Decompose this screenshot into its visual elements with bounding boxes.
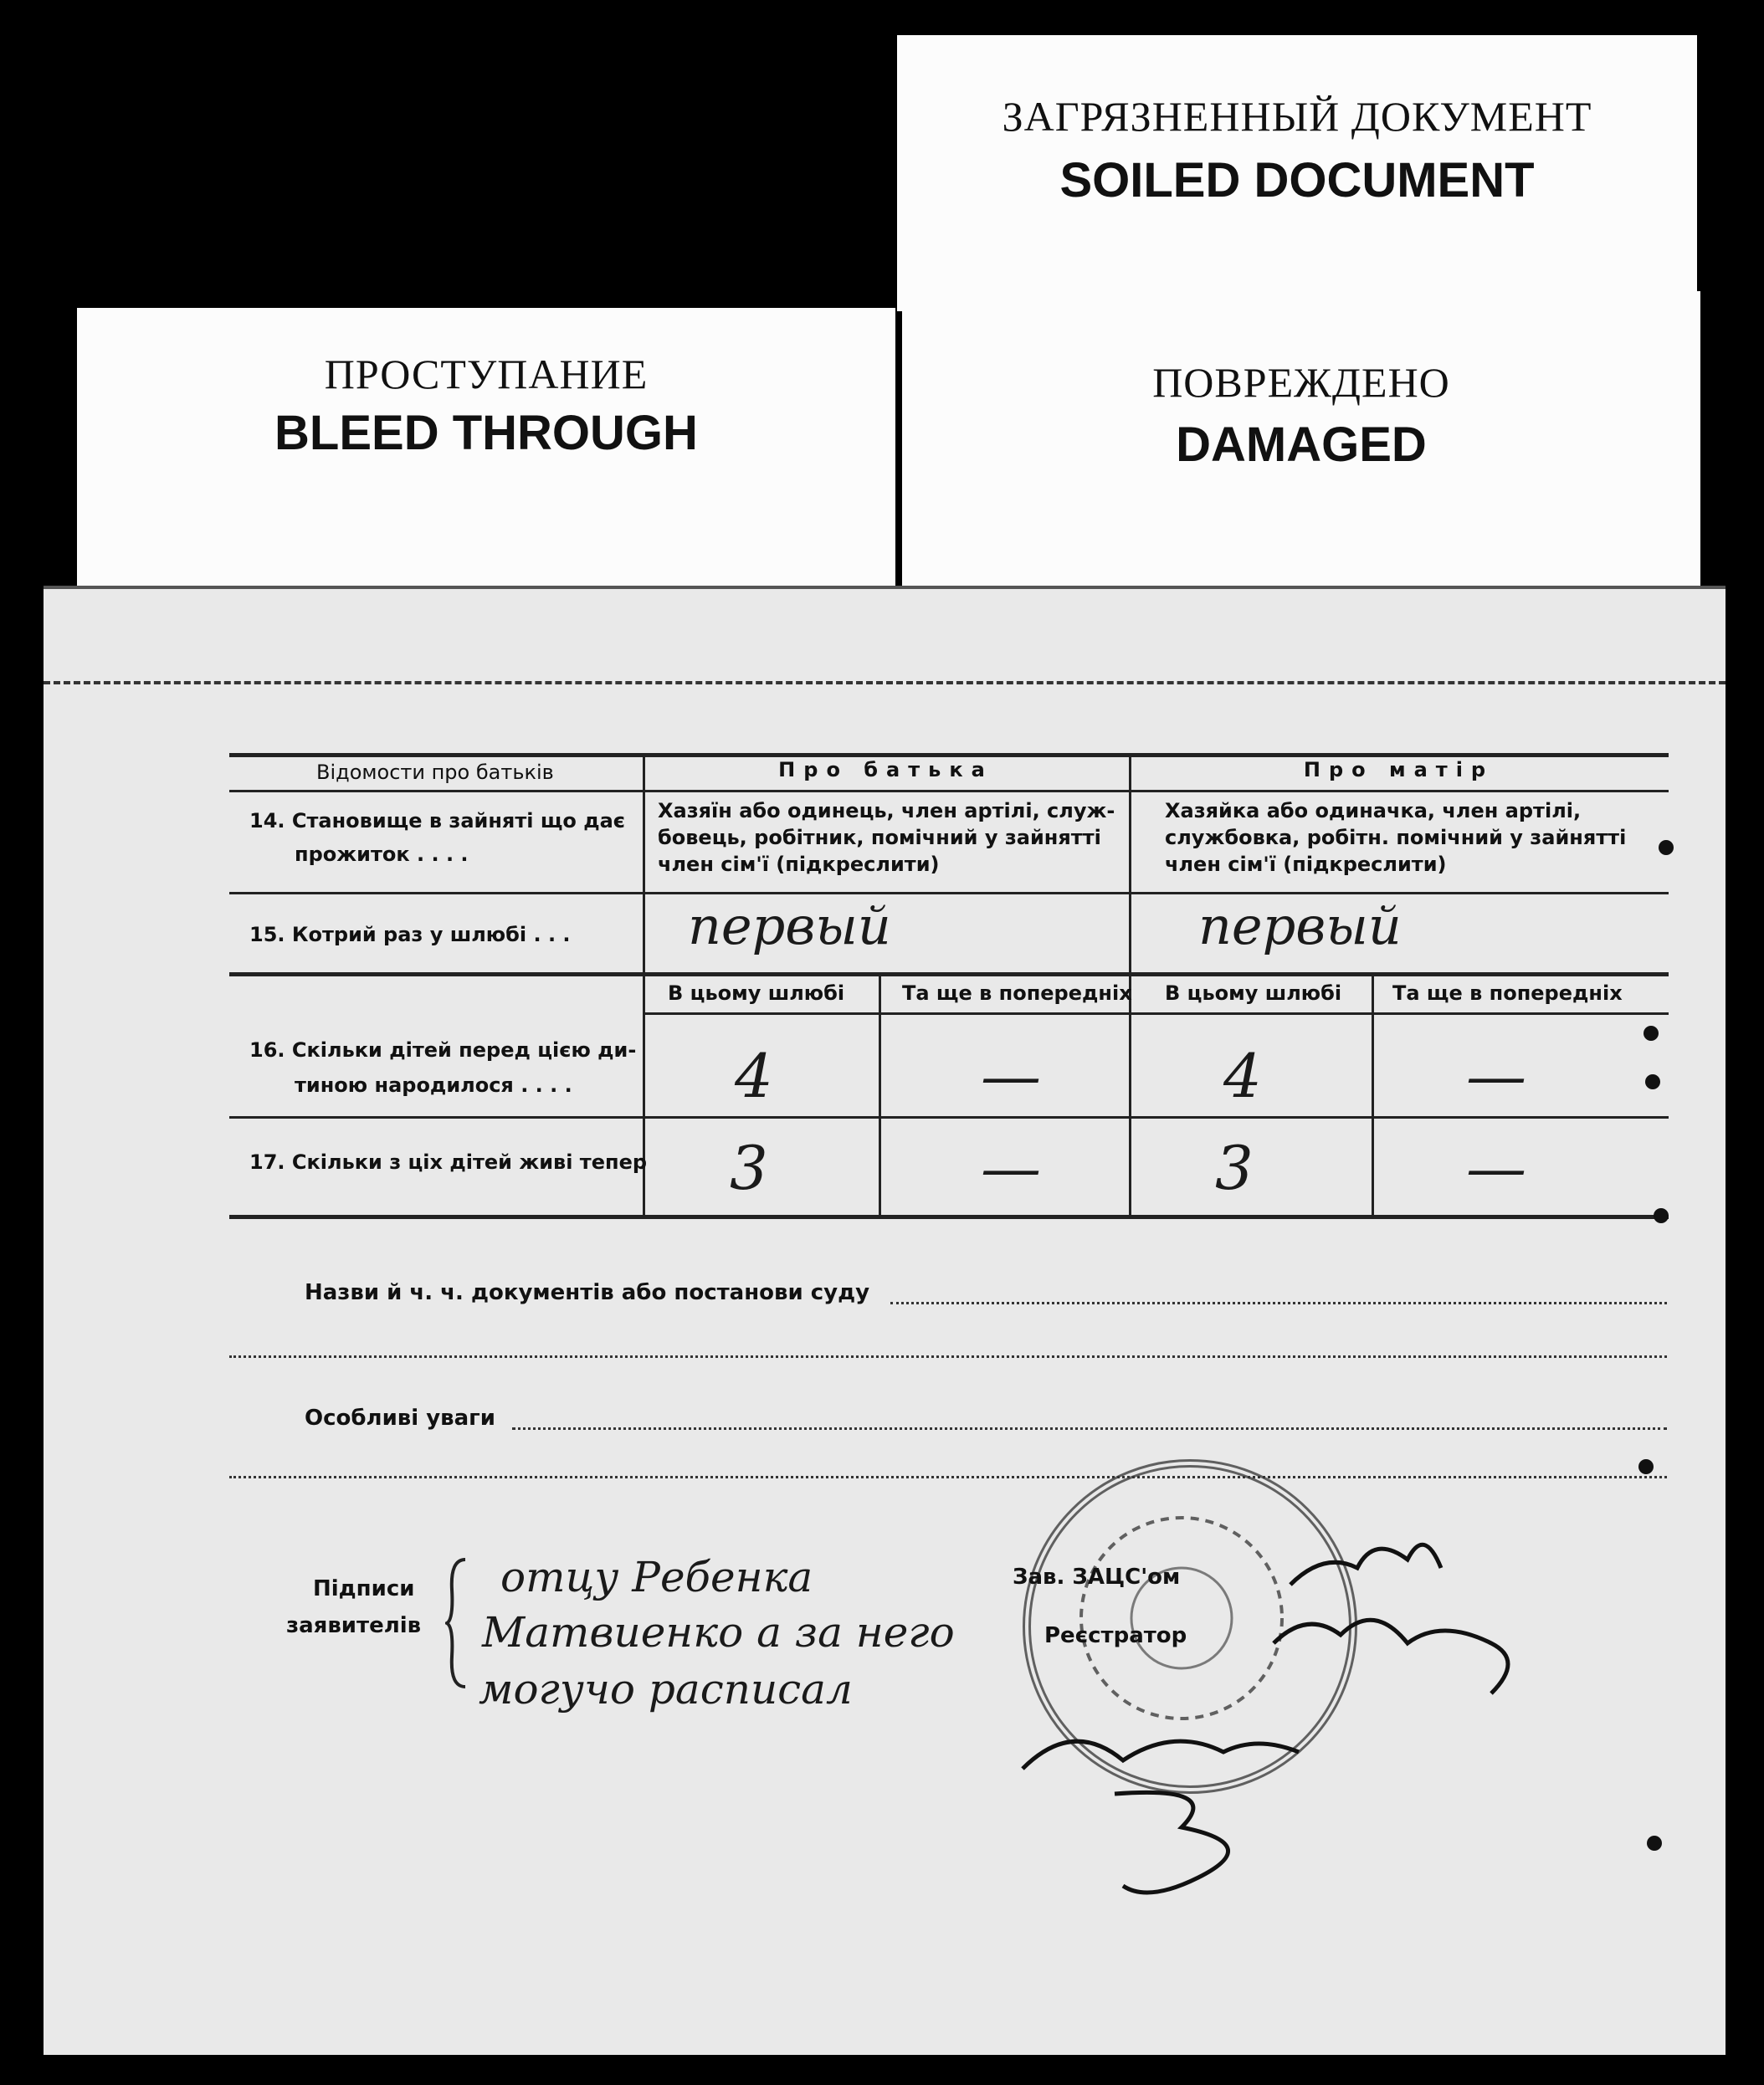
subheader-mother-this: В цьому шлюбі (1165, 981, 1342, 1005)
table-header-rule (229, 790, 1669, 792)
remarks-line-2 (229, 1476, 1667, 1478)
row17-mother-prev: — (1466, 1133, 1526, 1203)
row16-father-this: 4 (735, 1041, 773, 1111)
row14-mother-2: службовка, робітн. помічний у зайнятті (1165, 826, 1627, 849)
row17-label: 17. Скільки з ціх дітей живі тепер (249, 1150, 648, 1174)
remarks-line-1 (512, 1427, 1667, 1430)
row14-father-3: член сім'ї (підкреслити) (658, 853, 940, 876)
notice-card-bleed-through (77, 308, 895, 609)
row15-father-handwritten: первый (688, 895, 891, 956)
head-of-office-label: Зав. ЗАЦС'ом (1013, 1565, 1181, 1590)
table-col-divider-4 (1372, 972, 1374, 1215)
table-bottom-rule (229, 1215, 1669, 1219)
registrar-label: Реєстратор (1044, 1623, 1187, 1648)
punch-hole (1638, 1459, 1654, 1474)
notice-damaged-ru: ПОВРЕЖДЕНО (1152, 359, 1450, 406)
row14-father-2: бовець, робітник, помічний у зайнятті (658, 826, 1101, 849)
documents-line-1 (890, 1302, 1667, 1304)
handwritten-signatures-icon (905, 1501, 1575, 1802)
subheader-mother-prev: Та ще в попередніх (1392, 981, 1623, 1005)
handwritten-mark-icon (1098, 1777, 1282, 1911)
table-rule-15 (229, 972, 1669, 976)
row16-label-2: тиною народилося . . . . (295, 1073, 572, 1097)
row16-father-prev: — (981, 1041, 1041, 1111)
row17-father-this: 3 (730, 1133, 768, 1203)
notice-damaged-en: DAMAGED (1176, 418, 1427, 472)
row14-mother-3: член сім'ї (підкреслити) (1165, 853, 1447, 876)
table-subheader-rule (643, 1012, 1669, 1015)
punch-hole (1647, 1836, 1662, 1851)
row14-label-1: 14. Становище в зайняті що дає (249, 809, 625, 832)
punch-hole (1643, 1026, 1659, 1041)
notice-bleed-en: BLEED THROUGH (274, 406, 698, 460)
subheader-father-this: В цьому шлюбі (668, 981, 845, 1005)
signatures-label-2: заявителів (286, 1613, 422, 1638)
table-rule-16 (229, 1116, 1669, 1119)
row15-label: 15. Котрий раз у шлюбі . . . (249, 923, 571, 946)
notice-card-damaged (902, 291, 1700, 609)
record-form-page (44, 586, 1726, 2055)
notice-bleed-ru: ПРОСТУПАНИЕ (324, 351, 649, 397)
header-info: Відомости про батьків (316, 761, 554, 784)
row16-mother-this: 4 (1223, 1041, 1262, 1111)
header-father: Про батька (778, 758, 993, 781)
row17-mother-this: 3 (1215, 1133, 1254, 1203)
notice-card-soiled (897, 35, 1697, 311)
punch-hole (1654, 1208, 1669, 1223)
signature-applicant-line-3: могучо расписал (479, 1665, 853, 1714)
row16-label-1: 16. Скільки дітей перед цією ди- (249, 1038, 637, 1062)
header-mother: Про матір (1303, 758, 1495, 781)
notice-soiled-en: SOILED DOCUMENT (1059, 153, 1535, 207)
documents-line-2 (229, 1355, 1667, 1358)
remarks-label: Особливі уваги (305, 1406, 495, 1431)
signature-applicant-line-1: отцу Ребенка (500, 1553, 813, 1601)
row16-mother-prev: — (1466, 1041, 1526, 1111)
table-top-rule (229, 753, 1669, 757)
notice-soiled-ru: ЗАГРЯЗНЕННЫЙ ДОКУМЕНТ (1002, 93, 1592, 140)
subheader-father-prev: Та ще в попередніх (902, 981, 1132, 1005)
perforation-line (44, 681, 1726, 684)
row14-label-2: прожиток . . . . (295, 843, 469, 866)
table-rule-14 (229, 892, 1669, 894)
documents-label: Назви й ч. ч. документів або постанови суду (305, 1280, 870, 1305)
signature-applicant-line-2: Матвиенко а за него (482, 1608, 955, 1657)
signatures-brace-icon (445, 1556, 470, 1690)
row14-mother-1: Хазяйка або одиначка, член артілі, (1165, 799, 1582, 822)
table-col-divider-1 (643, 753, 645, 1215)
punch-hole (1659, 840, 1674, 855)
punch-hole (1645, 1074, 1660, 1089)
row17-father-prev: — (981, 1133, 1041, 1203)
table-col-divider-3 (879, 972, 881, 1215)
row14-father-1: Хазяїн або одинець, член артілі, служ- (658, 799, 1115, 822)
row15-mother-handwritten: первый (1198, 895, 1402, 956)
signatures-label-1: Підписи (313, 1576, 415, 1601)
